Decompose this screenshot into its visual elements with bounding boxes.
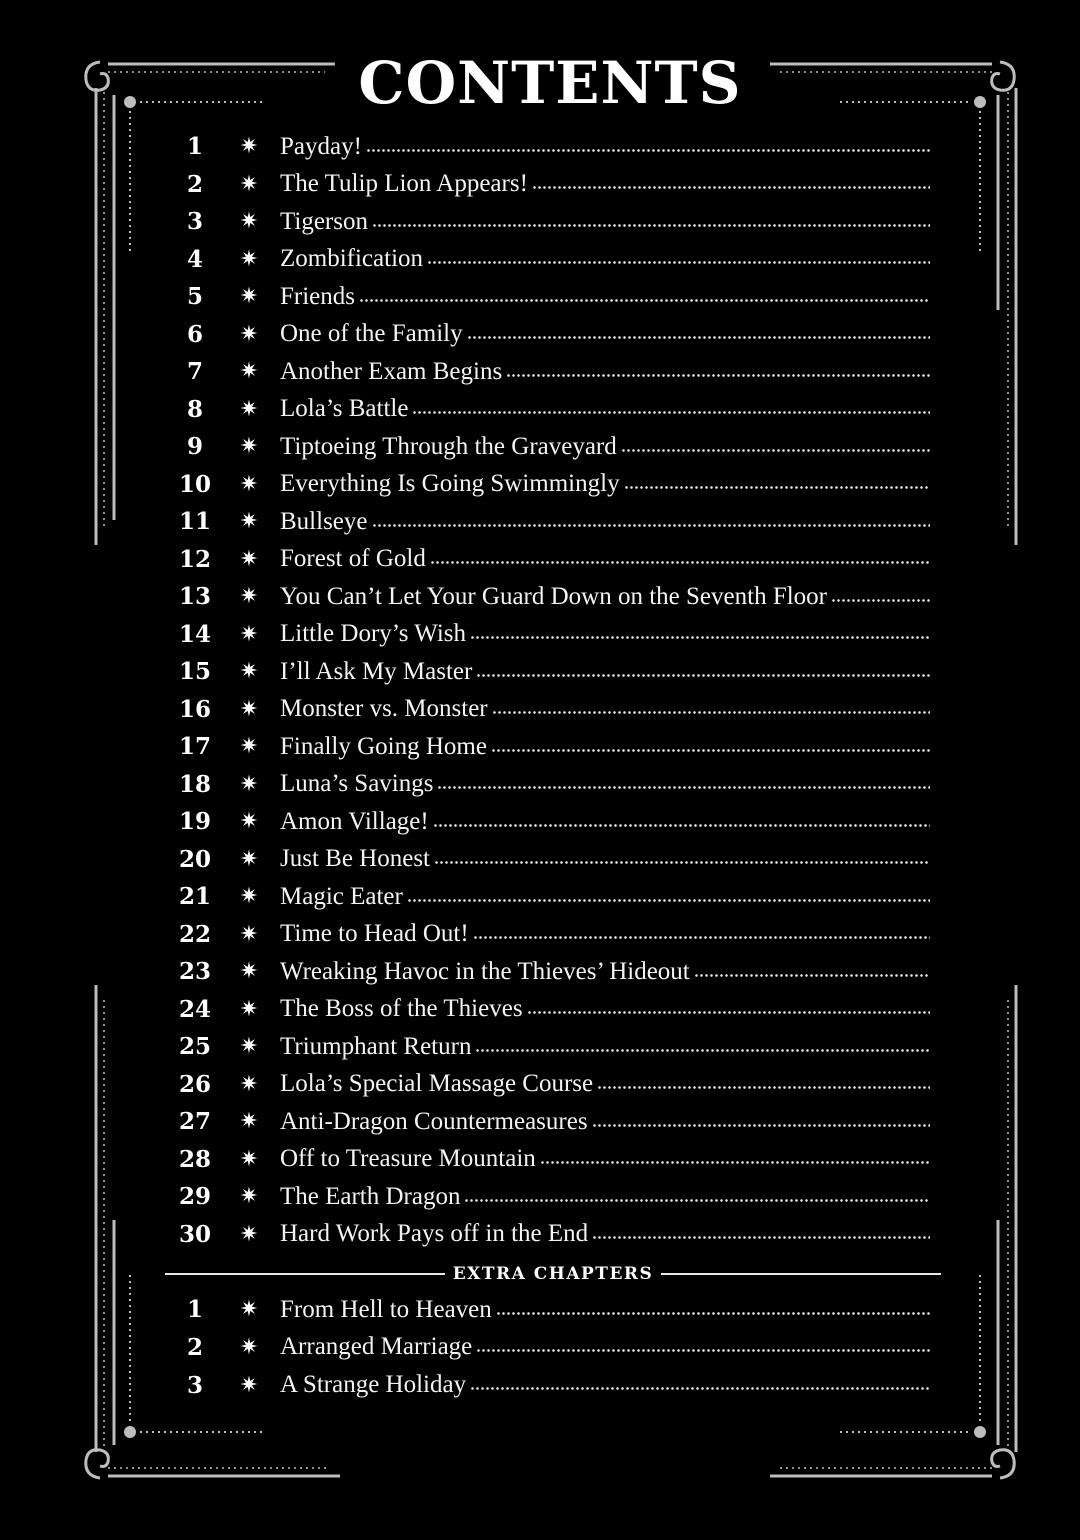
toc-entry bbox=[160, 353, 930, 390]
dot-leader bbox=[433, 824, 930, 827]
chapter-number: 11 bbox=[178, 508, 211, 535]
chapter-number: 5 bbox=[186, 283, 203, 310]
toc-entry bbox=[160, 841, 930, 878]
chapter-number: 7 bbox=[186, 358, 203, 385]
chapter-title: A Strange Holiday bbox=[280, 1371, 467, 1399]
star-icon: ✷ bbox=[239, 546, 259, 572]
dot-leader bbox=[506, 374, 930, 377]
chapter-title: Payday! bbox=[280, 132, 362, 160]
star-icon: ✷ bbox=[239, 1146, 259, 1172]
dot-leader bbox=[372, 524, 931, 527]
chapter-title: Little Dory’s Wish bbox=[280, 620, 467, 647]
star-icon: ✷ bbox=[239, 434, 259, 459]
star-icon: ✷ bbox=[239, 1334, 259, 1360]
dot-leader bbox=[694, 974, 930, 977]
toc-entry bbox=[160, 1141, 930, 1178]
corner-scroll-icon bbox=[992, 62, 1015, 90]
chapter-title: Bullseye bbox=[280, 507, 368, 535]
star-icon: ✷ bbox=[239, 1372, 259, 1398]
toc-entry bbox=[160, 1329, 930, 1366]
chapter-title: Time to Head Out! bbox=[280, 920, 469, 947]
chapter-number: 20 bbox=[178, 845, 211, 873]
chapter-title: Everything Is Going Swimmingly bbox=[280, 470, 620, 497]
dot-leader bbox=[597, 1086, 930, 1089]
chapter-number: 29 bbox=[178, 1183, 211, 1210]
chapter-number: 23 bbox=[178, 958, 211, 985]
toc-entry bbox=[160, 691, 930, 728]
chapter-title: Luna’s Savings bbox=[280, 770, 434, 797]
chapter-title: From Hell to Heaven bbox=[280, 1295, 492, 1323]
dot-leader bbox=[624, 486, 930, 489]
chapter-number: 3 bbox=[186, 1371, 203, 1399]
dot-leader bbox=[492, 711, 930, 714]
chapter-number: 27 bbox=[178, 1108, 211, 1135]
dot-leader bbox=[464, 1199, 930, 1202]
dot-leader bbox=[473, 936, 930, 939]
chapter-number: 18 bbox=[178, 770, 211, 798]
page-title: CONTENTS bbox=[358, 49, 742, 117]
chapter-number: 10 bbox=[178, 470, 211, 498]
toc-entry bbox=[160, 803, 930, 840]
chapter-title: Tiptoeing Through the Graveyard bbox=[280, 432, 617, 460]
toc-entry bbox=[160, 878, 930, 915]
toc-entry bbox=[160, 1367, 930, 1404]
chapter-title: Wreaking Havoc in the Thieves’ Hideout bbox=[280, 957, 690, 985]
extra-chapters-divider bbox=[165, 1262, 941, 1286]
toc-entry bbox=[160, 241, 930, 278]
chapter-title: Magic Eater bbox=[280, 882, 403, 910]
dot-leader bbox=[476, 674, 930, 677]
chapter-number: 24 bbox=[178, 995, 211, 1023]
chapter-title: Arranged Marriage bbox=[280, 1333, 473, 1361]
dot-leader bbox=[430, 561, 930, 564]
chapter-title: Just Be Honest bbox=[280, 845, 430, 872]
toc-entry bbox=[160, 1028, 930, 1065]
chapter-number: 2 bbox=[186, 170, 203, 198]
toc-entry bbox=[160, 653, 930, 690]
toc-entry bbox=[160, 278, 930, 315]
chapter-title: The Boss of the Thieves bbox=[280, 995, 523, 1022]
dot-leader bbox=[470, 636, 930, 639]
chapter-number: 19 bbox=[178, 808, 211, 835]
toc-entry bbox=[160, 541, 930, 578]
dot-leader bbox=[496, 1312, 930, 1315]
star-icon: ✷ bbox=[239, 1184, 259, 1209]
toc-entry bbox=[160, 428, 930, 465]
chapter-title: Anti-Dragon Countermeasures bbox=[280, 1107, 588, 1135]
chapter-number: 25 bbox=[178, 1033, 211, 1060]
toc-entry bbox=[160, 578, 930, 615]
star-icon: ✷ bbox=[239, 284, 259, 309]
star-icon: ✷ bbox=[239, 734, 259, 759]
toc-entry bbox=[160, 991, 930, 1028]
dot-leader bbox=[540, 1161, 930, 1164]
toc-entry bbox=[160, 1216, 930, 1253]
chapter-number: 13 bbox=[178, 583, 211, 610]
chapter-number: 15 bbox=[178, 658, 211, 685]
star-icon: ✷ bbox=[239, 996, 259, 1022]
corner-scroll-icon bbox=[992, 1450, 1015, 1478]
toc-entry bbox=[160, 953, 930, 990]
chapter-title: Lola’s Battle bbox=[280, 395, 409, 422]
star-icon: ✷ bbox=[239, 396, 259, 422]
chapter-title: Zombification bbox=[280, 245, 424, 272]
dot-leader bbox=[366, 149, 930, 152]
dot-leader bbox=[491, 749, 930, 752]
dot-leader bbox=[359, 299, 930, 302]
chapter-number: 28 bbox=[178, 1145, 211, 1173]
dot-leader bbox=[475, 1049, 930, 1052]
toc-entry bbox=[160, 616, 930, 653]
chapter-title: Hard Work Pays off in the End bbox=[280, 1220, 589, 1247]
divider-line bbox=[661, 1273, 941, 1275]
toc-entry bbox=[160, 1103, 930, 1140]
chapter-title: The Tulip Lion Appears! bbox=[280, 170, 528, 197]
chapter-number: 4 bbox=[186, 245, 203, 273]
toc-entry bbox=[160, 166, 930, 203]
dot-leader bbox=[407, 899, 930, 902]
chapter-number: 26 bbox=[178, 1070, 211, 1098]
corner-scroll-icon bbox=[86, 1450, 109, 1478]
star-icon: ✷ bbox=[239, 621, 259, 647]
chapter-number: 6 bbox=[186, 320, 203, 348]
star-icon: ✷ bbox=[239, 509, 259, 534]
chapter-title: The Earth Dragon bbox=[280, 1182, 461, 1210]
divider-line bbox=[165, 1273, 445, 1275]
toc-entry bbox=[160, 203, 930, 240]
star-icon: ✷ bbox=[239, 921, 259, 947]
dot-leader bbox=[476, 1349, 930, 1352]
toc-entry bbox=[160, 391, 930, 428]
toc-entry bbox=[160, 466, 930, 503]
toc-entry bbox=[160, 1291, 930, 1328]
dot-leader bbox=[437, 786, 930, 789]
toc-entry bbox=[160, 728, 930, 765]
chapter-number: 9 bbox=[186, 433, 203, 460]
star-icon: ✷ bbox=[239, 1297, 259, 1322]
star-icon: ✷ bbox=[239, 359, 259, 384]
chapter-title: Monster vs. Monster bbox=[280, 695, 488, 722]
star-icon: ✷ bbox=[239, 696, 259, 722]
dot-leader bbox=[831, 599, 930, 602]
chapter-title: Lola’s Special Massage Course bbox=[280, 1070, 594, 1097]
extra-chapters-heading: EXTRA CHAPTERS bbox=[452, 1264, 654, 1284]
chapter-number: 30 bbox=[178, 1220, 211, 1248]
dot-leader bbox=[470, 1387, 930, 1390]
dot-leader bbox=[467, 336, 930, 339]
star-icon: ✷ bbox=[239, 809, 259, 834]
chapter-title: Friends bbox=[280, 282, 355, 310]
star-icon: ✷ bbox=[239, 771, 259, 797]
chapter-number: 21 bbox=[178, 883, 211, 910]
star-icon: ✷ bbox=[239, 246, 259, 272]
star-icon: ✷ bbox=[239, 1034, 259, 1059]
chapter-title: I’ll Ask My Master bbox=[280, 657, 473, 685]
chapter-title: Off to Treasure Mountain bbox=[280, 1145, 536, 1172]
dot-leader bbox=[412, 411, 930, 414]
toc-entry bbox=[160, 1178, 930, 1215]
chapter-title: Another Exam Begins bbox=[280, 357, 503, 385]
star-icon: ✷ bbox=[239, 584, 259, 609]
dot-leader bbox=[434, 861, 930, 864]
dot-leader bbox=[372, 224, 930, 227]
star-icon: ✷ bbox=[239, 134, 259, 159]
dot-leader bbox=[527, 1011, 930, 1014]
chapter-number: 12 bbox=[178, 545, 211, 573]
star-icon: ✷ bbox=[239, 959, 259, 984]
chapter-title: Finally Going Home bbox=[280, 732, 487, 760]
star-icon: ✷ bbox=[239, 209, 259, 234]
chapter-title: One of the Family bbox=[280, 320, 463, 347]
star-icon: ✷ bbox=[239, 1221, 259, 1247]
chapter-number: 22 bbox=[178, 920, 211, 948]
dot-leader bbox=[592, 1124, 930, 1127]
dot-leader bbox=[592, 1236, 930, 1239]
chapter-number: 8 bbox=[186, 395, 203, 423]
toc-entry bbox=[160, 916, 930, 953]
dot-leader bbox=[427, 261, 930, 264]
chapter-title: You Can’t Let Your Guard Down on the Seventh Floor bbox=[280, 582, 827, 610]
toc-entry bbox=[160, 1066, 930, 1103]
corner-scroll-icon bbox=[86, 62, 109, 90]
chapter-number: 17 bbox=[178, 733, 211, 760]
toc-entry bbox=[160, 316, 930, 353]
chapter-number: 1 bbox=[186, 133, 203, 160]
star-icon: ✷ bbox=[239, 171, 259, 197]
chapter-number: 16 bbox=[178, 695, 211, 723]
toc-entry bbox=[160, 766, 930, 803]
chapter-title: Forest of Gold bbox=[280, 545, 426, 572]
star-icon: ✷ bbox=[239, 659, 259, 684]
chapter-title: Tigerson bbox=[280, 207, 368, 235]
dot-leader bbox=[621, 449, 930, 452]
star-icon: ✷ bbox=[239, 1071, 259, 1097]
star-icon: ✷ bbox=[239, 884, 259, 909]
toc-entry bbox=[160, 503, 930, 540]
chapter-title: Amon Village! bbox=[280, 807, 429, 835]
chapter-number: 3 bbox=[186, 208, 203, 235]
toc-entry bbox=[160, 128, 930, 165]
chapter-title: Triumphant Return bbox=[280, 1032, 472, 1060]
star-icon: ✷ bbox=[239, 321, 259, 347]
star-icon: ✷ bbox=[239, 846, 259, 872]
star-icon: ✷ bbox=[239, 1109, 259, 1134]
chapter-number: 14 bbox=[178, 620, 211, 648]
chapter-number: 1 bbox=[186, 1296, 203, 1323]
chapter-number: 2 bbox=[186, 1333, 203, 1361]
star-icon: ✷ bbox=[239, 471, 259, 497]
dot-leader bbox=[532, 186, 930, 189]
